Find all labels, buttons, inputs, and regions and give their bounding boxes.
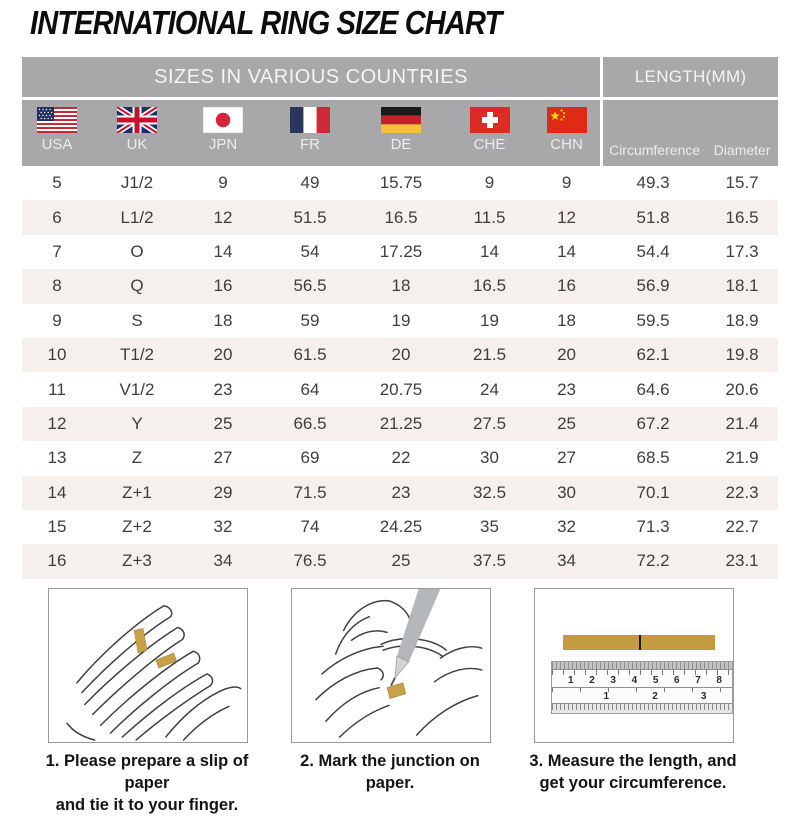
ruler-inch-band [552,687,732,703]
column-header-fr [264,100,356,166]
size-cell: 13 [47,448,67,468]
size-cell: 12 [182,200,264,234]
size-cell: 9 [52,310,62,330]
size-cell: 12 [22,407,92,441]
size-cell: 54 [300,241,320,261]
group-header-row [22,57,778,100]
size-cell: 19.8 [706,338,778,372]
size-cell: 74 [300,517,320,537]
size-cell: 20.75 [379,379,423,399]
size-cell: 27.5 [446,407,533,441]
size-cell: 56.9 [600,269,706,303]
size-cell: 49 [300,173,320,193]
size-cell: 66.5 [264,407,356,441]
size-cell: 14 [22,476,92,510]
measuring-instructions [0,588,800,816]
size-cell: 15.7 [725,173,759,193]
column-label-usa: USA [41,136,73,153]
size-cell: 59.5 [636,310,670,330]
size-cell: 21.25 [356,407,446,441]
size-cell: 25 [182,407,264,441]
size-cell: 20.6 [725,379,759,399]
size-cell: 35 [480,517,499,537]
column-label-jpn: JPN [208,136,238,153]
size-cell: Q [92,269,182,303]
size-cell: Z+3 [92,544,182,578]
ring-size-table [22,57,778,579]
size-cell: 24 [480,379,499,399]
size-cell: 51.8 [600,200,706,234]
page-title: INTERNATIONAL RING SIZE CHART [30,4,502,41]
ruler-number: 2 [652,691,658,702]
junction-mark [639,635,641,650]
france-flag-icon [290,107,330,133]
size-cell: 16 [533,269,600,303]
ruler-number: 4 [631,675,638,686]
size-cell: 21.4 [706,407,778,441]
ruler-number: 1 [603,691,610,702]
size-cell: 71.5 [264,476,356,510]
step-1-caption-line-2: and tie it to your finger. [55,795,239,814]
size-cell: 14 [557,241,576,261]
table-row [22,476,778,510]
size-cell: 25 [533,407,600,441]
ruler-number: 7 [695,675,701,686]
uk-flag-icon [117,107,157,133]
size-cell: 9 [484,173,495,193]
size-cell: 19 [480,310,499,330]
size-cell: 71.3 [636,517,670,537]
size-cell: 16.5 [446,269,533,303]
size-cell: 56.5 [264,269,356,303]
size-cell: 25 [356,544,446,578]
size-cell: 54.4 [636,241,670,261]
size-cell: 7 [52,241,62,261]
ruler-number: 1 [568,675,574,686]
size-cell: 11 [48,379,66,399]
size-cell: 69 [300,448,320,468]
column-header-chn [533,100,600,166]
table-row [22,372,778,406]
size-cell: 64.6 [636,379,670,399]
table-row [22,235,778,269]
size-cell: 16 [182,269,264,303]
china-flag-icon [547,107,587,133]
column-label-chn: CHN [550,136,583,153]
size-cell: 22.7 [725,517,759,537]
size-cell: 21.5 [446,338,533,372]
size-cell: 30 [533,476,600,510]
size-cell: 16.5 [706,200,778,234]
size-cell: 34 [533,544,600,578]
japan-flag-icon [203,107,243,133]
ruler-cm-band [552,669,732,687]
step-1-caption-line-1: 1. Please prepare a slip of paper [45,752,249,792]
size-cell: 23 [213,379,233,399]
size-cell: 61.5 [264,338,356,372]
size-cell: 20 [533,338,600,372]
column-label-che: CHE [473,136,506,153]
step-2-caption [274,751,506,795]
size-cell: 23 [356,476,446,510]
column-label-fr: FR [300,136,320,153]
flag-header-row [22,100,778,166]
column-header-de [356,100,446,166]
table-row [22,441,778,475]
size-cell: 19 [391,310,411,330]
length-group-header: LENGTH(MM) [600,57,778,100]
size-cell: O [130,241,144,261]
step-3-caption-line-2: get your circumference. [539,773,727,792]
step-2-illustration-box [291,588,491,743]
hand-with-paper-strip-icon [49,589,247,742]
size-cell: S [131,310,143,330]
step-1-illustration-box [48,588,248,743]
size-cell: 51.5 [264,200,356,234]
size-cell: 18 [557,310,576,330]
column-header-uk [92,100,182,166]
size-cell: 30 [480,448,499,468]
column-header-jpn [182,100,264,166]
size-cell: 9 [561,173,572,193]
size-cell: 22.3 [706,476,778,510]
ruler-number: 3 [700,691,707,702]
countries-group-header: SIZES IN VARIOUS COUNTRIES [22,57,600,100]
column-header-che [446,100,533,166]
instruction-step-3 [529,588,737,816]
size-cell: 64 [300,379,320,399]
ruler-bottom-edge [552,703,732,713]
size-cell: 16 [22,544,92,578]
germany-flag-icon [381,107,421,133]
table-row [22,510,778,544]
ruler-cm-numbers [552,670,732,687]
size-cell: 17.3 [725,241,759,261]
size-cell: 15.75 [379,173,423,193]
step-3-caption [517,751,749,795]
size-cell: 34 [182,544,264,578]
size-cell: 37.5 [446,544,533,578]
ruler-number: 3 [610,675,616,686]
size-cell: 18.9 [725,310,759,330]
step-1-caption [31,751,263,816]
size-cell: 24.25 [379,517,423,537]
table-row [22,544,778,578]
size-cell: 20 [356,338,446,372]
ruler-icon [551,661,733,714]
usa-flag-icon [37,107,77,133]
size-cell: 29 [182,476,264,510]
column-label-uk: UK [126,136,148,153]
size-cell: 18.1 [706,269,778,303]
size-cell: 14 [480,241,499,261]
size-cell: 27 [557,448,576,468]
table-row [22,304,778,338]
size-cell: 15 [47,517,67,537]
instruction-step-2 [291,588,491,816]
size-cell: 6 [22,200,92,234]
table-body [22,166,778,579]
size-cell: 9 [218,173,228,193]
ruler-inch-numbers [552,688,732,703]
ruler-number: 6 [674,675,680,686]
size-cell: 11.5 [446,200,533,234]
column-header-usa [22,100,92,166]
size-cell: 23.1 [706,544,778,578]
table-row [22,200,778,234]
size-cell: 10 [22,338,92,372]
marking-paper-with-pen-icon [292,589,490,742]
size-cell: 18 [356,269,446,303]
size-cell: 18 [213,310,233,330]
ruler-number: 5 [652,675,659,686]
table-row [22,338,778,372]
size-cell: 17.25 [379,241,423,261]
size-cell: L1/2 [92,200,182,234]
size-cell: J1/2 [120,173,154,193]
size-cell: 8 [22,269,92,303]
size-cell: 12 [533,200,600,234]
size-cell: 76.5 [264,544,356,578]
ruler-number: 2 [589,675,595,686]
size-cell: 21.9 [725,448,759,468]
size-cell: 23 [557,379,576,399]
size-cell: 14 [213,241,233,261]
ruler-top-edge [552,662,732,669]
size-cell: Z [131,448,143,468]
size-cell: 27 [213,448,233,468]
size-cell: 32.5 [446,476,533,510]
table-row [22,269,778,303]
size-cell: 68.5 [636,448,670,468]
size-cell: 22 [391,448,411,468]
size-cell: 5 [52,173,62,193]
ruler-number: 8 [716,675,722,686]
size-cell: 20 [182,338,264,372]
table-row [22,407,778,441]
instruction-step-1 [45,588,249,816]
table-row [22,166,778,200]
size-cell: Z+1 [92,476,182,510]
step-3-caption-line-1: 3. Measure the length, and [529,752,737,770]
size-cell: T1/2 [92,338,182,372]
size-cell: 32 [213,517,233,537]
size-cell: Z+2 [122,517,152,537]
step-3-illustration-box [534,588,734,743]
column-header-diameter: Diameter [706,100,778,166]
size-cell: 32 [557,517,576,537]
size-cell: 70.1 [600,476,706,510]
size-cell: 62.1 [600,338,706,372]
size-cell: V1/2 [119,379,155,399]
size-cell: 67.2 [600,407,706,441]
size-cell: 59 [300,310,320,330]
size-cell: 49.3 [636,173,670,193]
column-label-de: DE [390,136,412,153]
marked-paper-strip [563,635,715,650]
size-cell: 16.5 [356,200,446,234]
column-header-circumference: Circumference [600,100,706,166]
step-2-caption-line-1: 2. Mark the junction on paper. [300,752,480,792]
size-cell: Y [92,407,182,441]
switzerland-flag-icon [470,107,510,133]
size-cell: 72.2 [600,544,706,578]
